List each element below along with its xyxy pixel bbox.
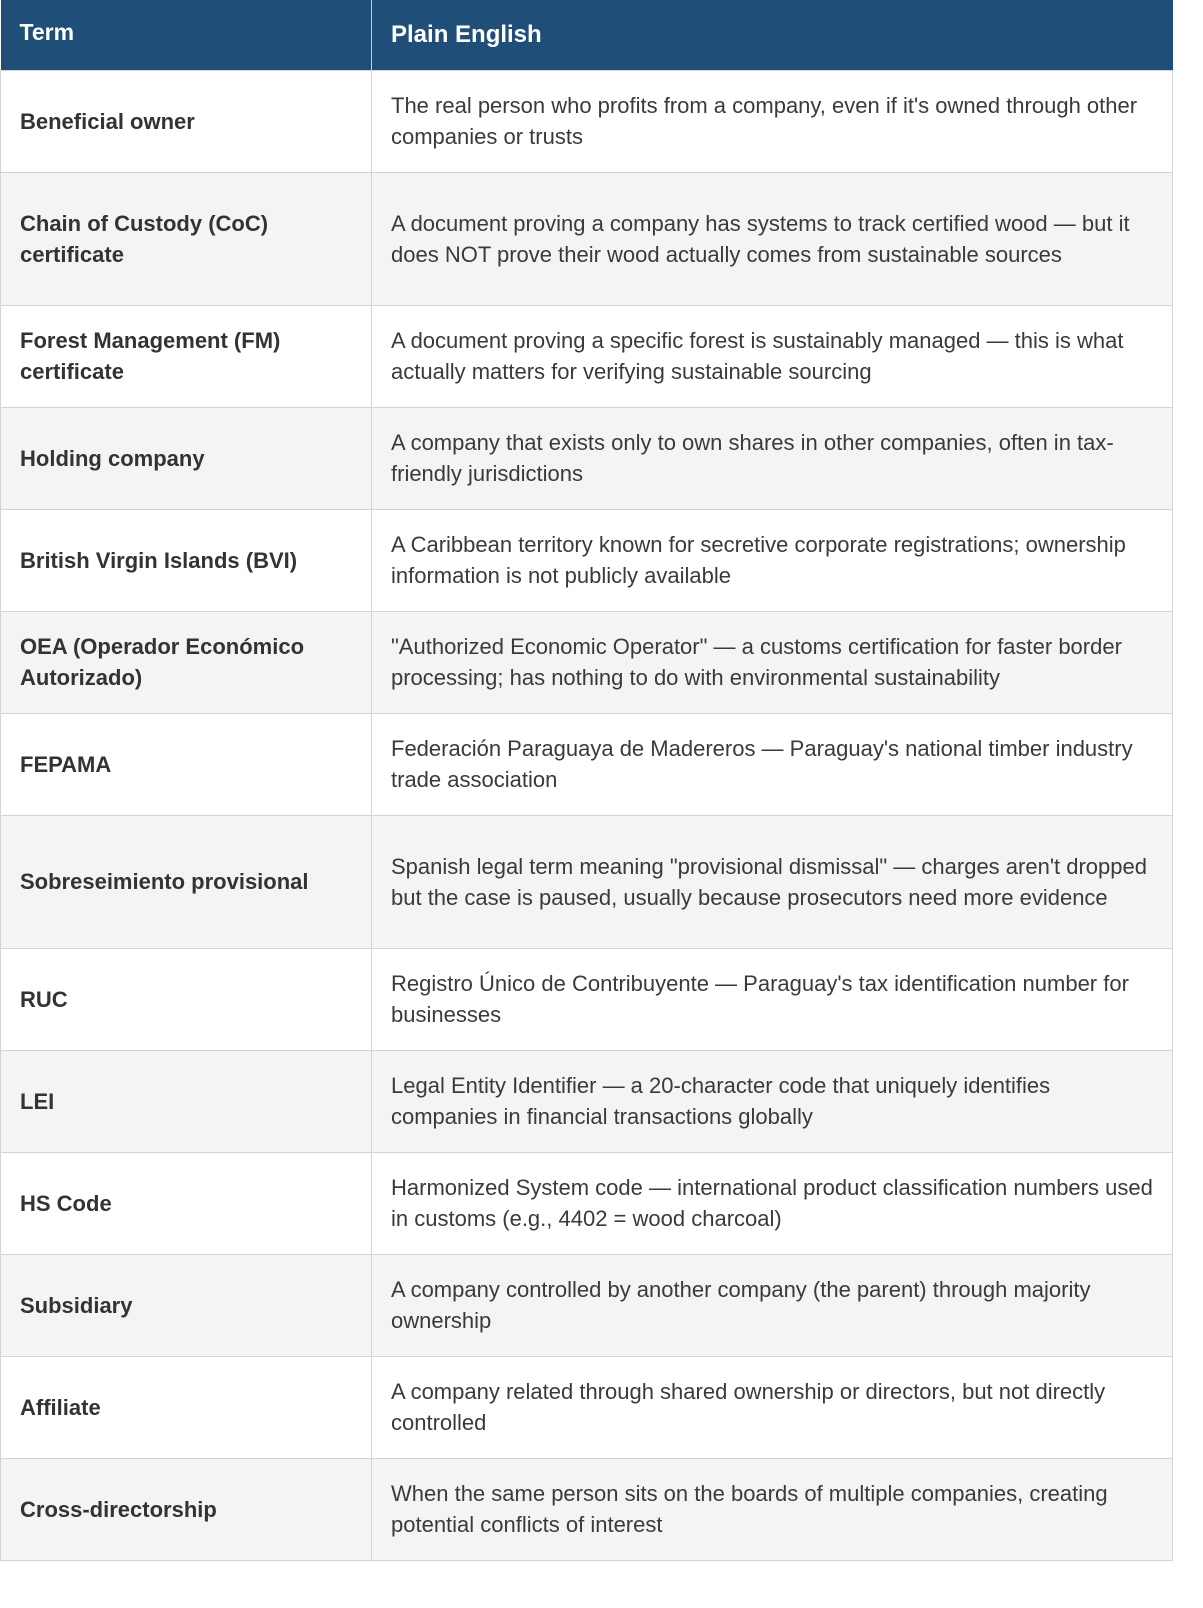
table-row [1,70,1173,172]
term-cell: LEI [1,1050,372,1152]
definition-cell: When the same person sits on the boards of multiple companies, creating potential conflicts of interest [372,1458,1173,1560]
definition-cell: The real person who profits from a company, even if it's owned through other companies or trusts [372,70,1173,172]
term-cell: Affiliate [1,1356,372,1458]
term-cell: Beneficial owner [1,70,372,172]
table-row [1,815,1173,948]
table-row [1,407,1173,509]
term-cell: Chain of Custody (CoC) certificate [1,172,372,305]
term-cell: Forest Management (FM) certificate [1,305,372,407]
term-cell: Sobreseimiento provisional [1,815,372,948]
definition-cell: A company controlled by another company (the parent) through majority ownership [372,1254,1173,1356]
definition-cell: "Authorized Economic Operator" — a customs certification for faster border processing; has nothing to do with environmental sustainability [372,611,1173,713]
definition-cell: A document proving a company has systems to track certified wood — but it does NOT prove their wood actually comes from sustainable sources [372,172,1173,305]
table-row [1,611,1173,713]
table-row [1,1356,1173,1458]
term-cell: Cross-directorship [1,1458,372,1560]
table-row [1,1050,1173,1152]
term-cell: OEA (Operador Económico Autorizado) [1,611,372,713]
header-term: Term [1,0,372,70]
header-plain-english: Plain English [372,0,1173,70]
term-cell: HS Code [1,1152,372,1254]
table-row [1,172,1173,305]
term-cell: RUC [1,948,372,1050]
table-row [1,948,1173,1050]
definition-cell: A document proving a specific forest is sustainably managed — this is what actually matters for verifying sustainable sourcing [372,305,1173,407]
term-cell: Subsidiary [1,1254,372,1356]
table-row [1,509,1173,611]
definition-cell: Federación Paraguaya de Madereros — Paraguay's national timber industry trade association [372,713,1173,815]
term-cell: FEPAMA [1,713,372,815]
definition-cell: Legal Entity Identifier — a 20-character code that uniquely identifies companies in financial transactions globally [372,1050,1173,1152]
table-row [1,1254,1173,1356]
definition-cell: Harmonized System code — international product classification numbers used in customs (e.g., 4402 = wood charcoal) [372,1152,1173,1254]
table-row [1,713,1173,815]
table-row [1,1458,1173,1560]
term-cell: Holding company [1,407,372,509]
table-body [1,70,1173,1560]
header-row [1,0,1173,70]
table-row [1,305,1173,407]
table-header [1,0,1173,70]
definition-cell: A Caribbean territory known for secretive corporate registrations; ownership information is not publicly available [372,509,1173,611]
definition-cell: Spanish legal term meaning "provisional dismissal" — charges aren't dropped but the case is paused, usually because prosecutors need more evidence [372,815,1173,948]
table-row [1,1152,1173,1254]
definition-cell: A company related through shared ownership or directors, but not directly controlled [372,1356,1173,1458]
term-cell: British Virgin Islands (BVI) [1,509,372,611]
definition-cell: Registro Único de Contribuyente — Paraguay's tax identification number for businesses [372,948,1173,1050]
definition-cell: A company that exists only to own shares in other companies, often in tax-friendly jurisdictions [372,407,1173,509]
